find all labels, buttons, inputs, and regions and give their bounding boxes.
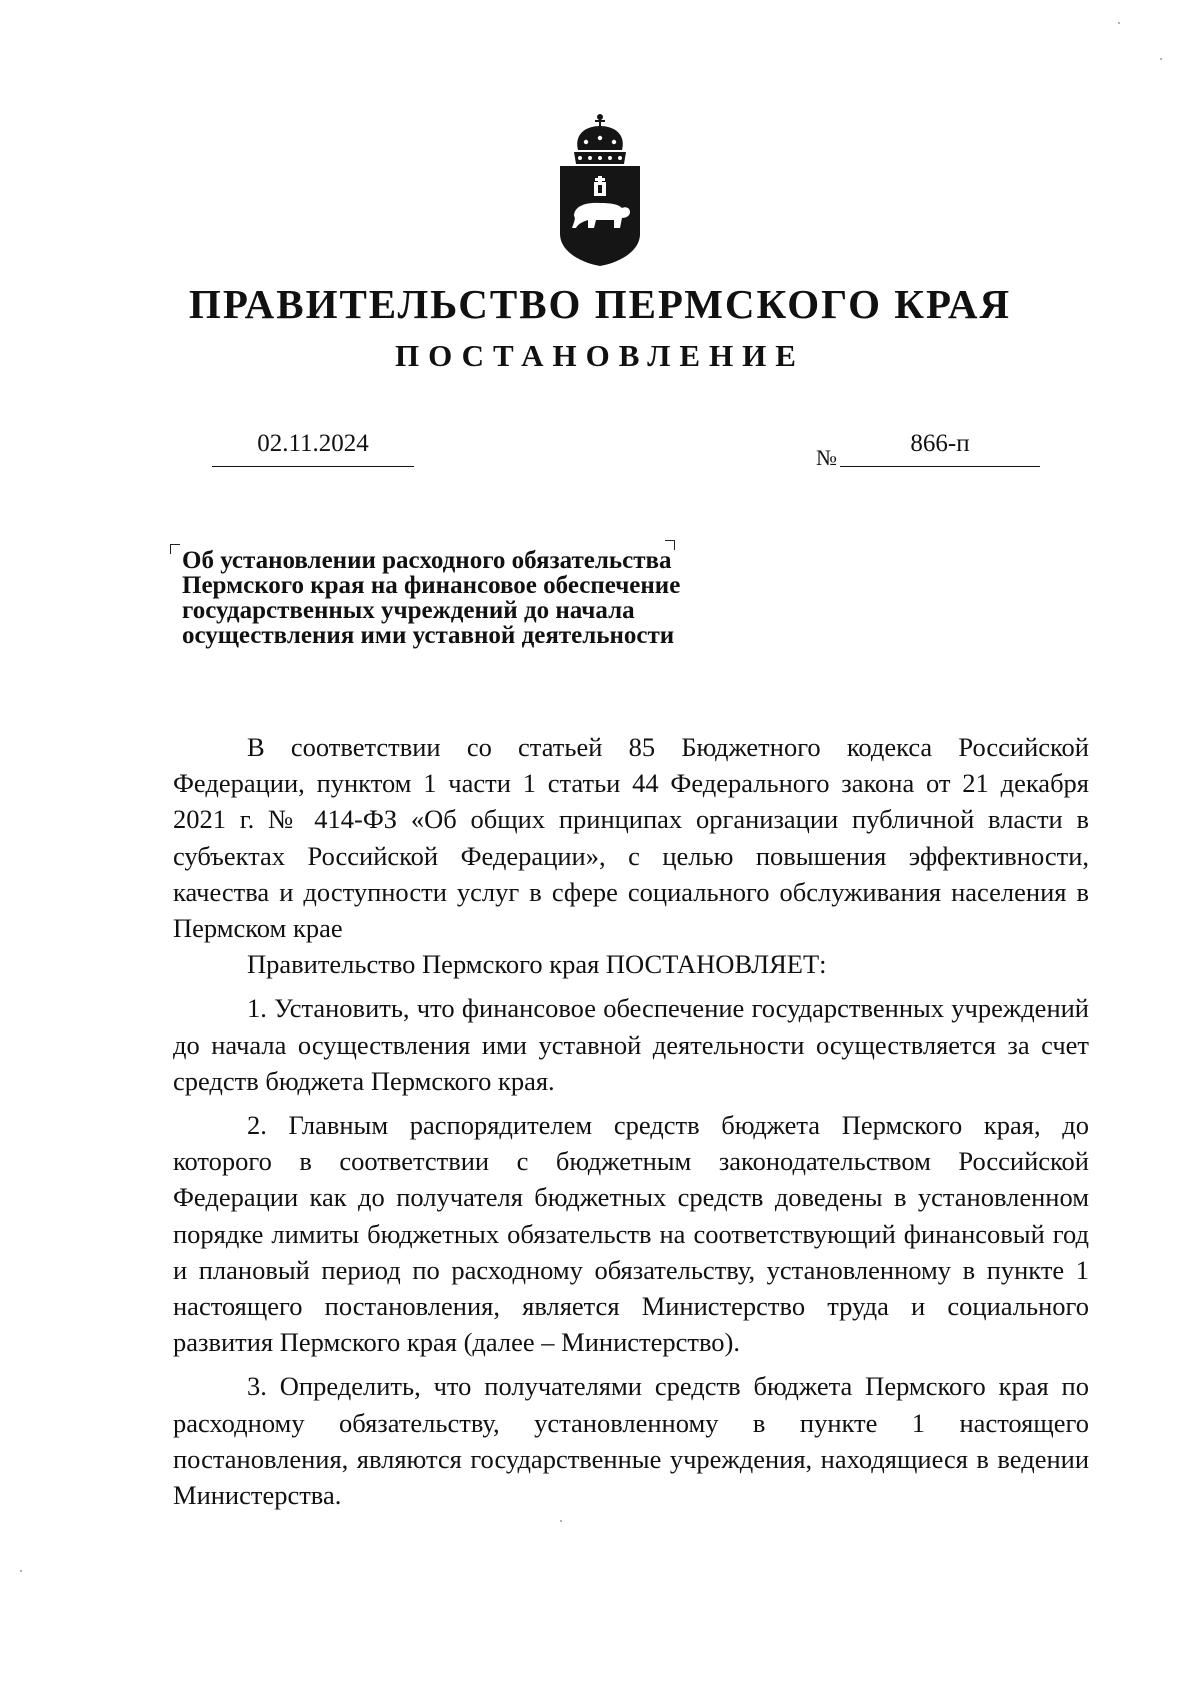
- number-underline: [840, 466, 1040, 467]
- organization-title: ПРАВИТЕЛЬСТВО ПЕРМСКОГО КРАЯ: [188, 281, 1012, 327]
- scan-speck: [20, 1570, 22, 1572]
- document-type-title: ПОСТАНОВЛЕНИЕ: [395, 338, 805, 373]
- document-date: 02.11.2024: [257, 430, 369, 457]
- scan-speck: [1118, 22, 1120, 24]
- subject-line: Об установлении расходного обязательства: [182, 547, 672, 574]
- number-field: [816, 430, 1040, 474]
- subject-line: Пермского края на финансовое обеспечение: [182, 572, 681, 599]
- clause-1-paragraph: 1. Установить, что финансовое обеспечение государственных учреждений до начала осуществления ими уставной деятельности осуществляется за счет средств бюджета Пермского края.: [173, 993, 1089, 1096]
- clause-3-paragraph: 3. Определить, что получателями средств бюджета Пермского края по расходному обязательству, установленному в пункте 1 настоящего постановления, являются государственные учреждения, находящиеся в ведении Министерства.: [173, 1371, 1089, 1511]
- scan-speck: [1160, 58, 1162, 60]
- date-field: [212, 430, 414, 470]
- subject-line: осуществления ими уставной деятельности: [182, 622, 675, 649]
- document-body: [173, 729, 1089, 1513]
- date-underline: [212, 466, 414, 467]
- perm-krai-coat-of-arms-icon: [556, 112, 644, 268]
- subject-line: государственных учреждений до начала: [182, 597, 635, 624]
- document-number: 866-п: [910, 430, 970, 457]
- scan-speck: [560, 1520, 562, 1522]
- subject-corner-left: [170, 544, 180, 554]
- resolution-paragraph: Правительство Пермского края ПОСТАНОВЛЯЕТ:: [247, 949, 827, 980]
- number-sign: №: [816, 445, 837, 470]
- preamble-paragraph: В соответствии со статьей 85 Бюджетного кодекса Российской Федерации, пунктом 1 части 1 статьи 44 Федерального закона от 21 декабря 2021 г. № 414-ФЗ «Об общих принципах организации публичной власти в субъектах Российской Федерации», с целью повышения эффективности, качества и доступности услуг в сфере социального обслуживания населения в Пермском крае: [173, 732, 1089, 944]
- document-subject: [182, 548, 802, 648]
- clause-2-paragraph: 2. Главным распорядителем средств бюджета Пермского края, до которого в соответствии с бюджетным законодательством Российской Федерации как до получателя бюджетных средств доведены в установленном порядке лимиты бюджетных обязательств на соответствующий финансовый год и плановый период по расходному обязательству, установленному в пункте 1 настоящего постановления, является Министерство труда и социального развития Пермского края (далее – Министерство).: [173, 1110, 1089, 1358]
